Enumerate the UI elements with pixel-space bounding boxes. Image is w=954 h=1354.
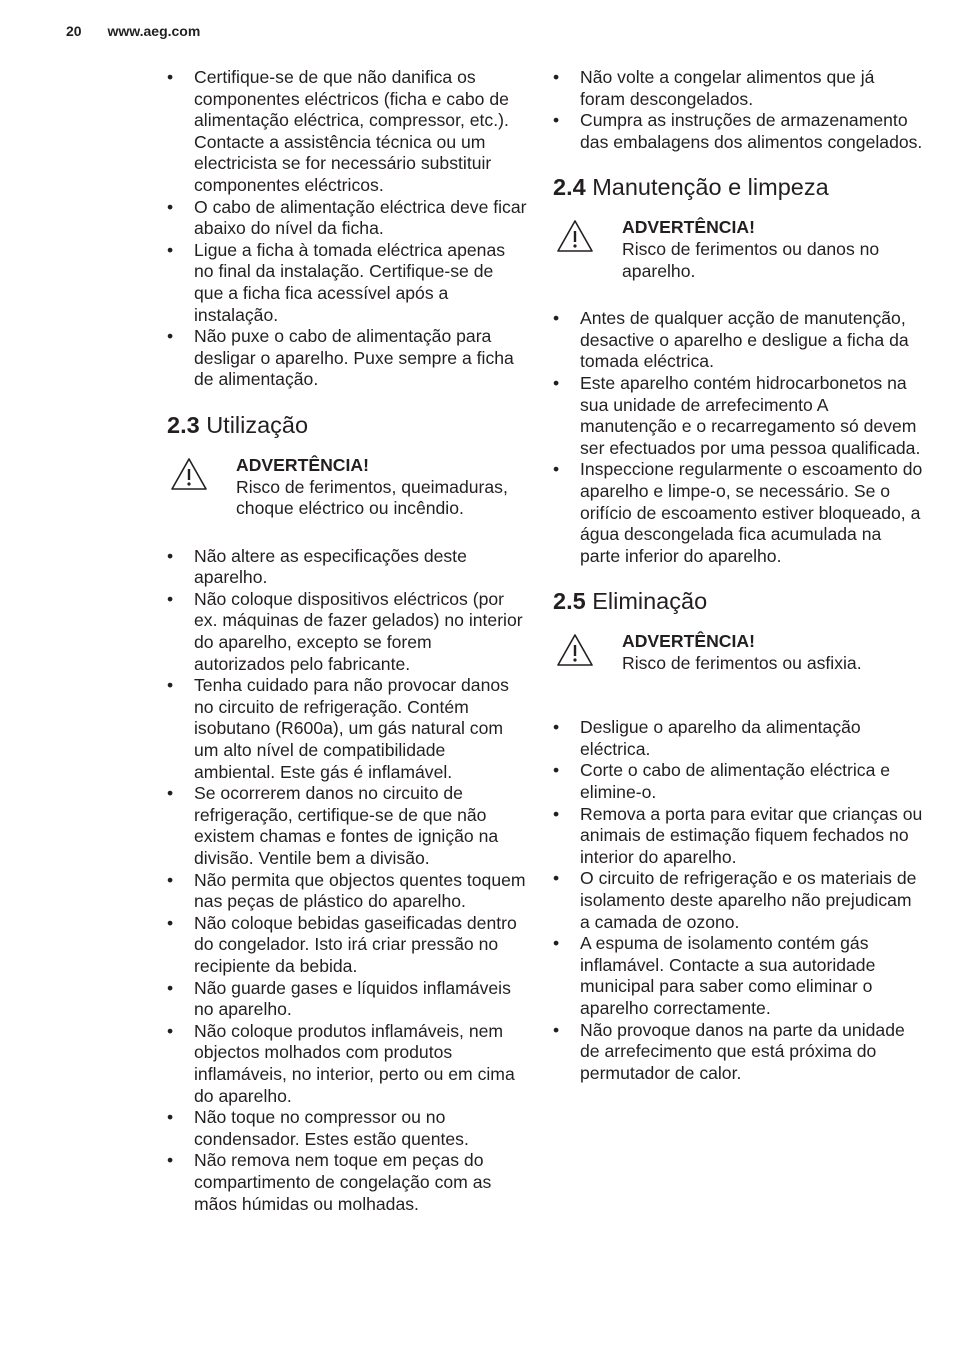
warning-text: Risco de ferimentos ou danos no aparelho. (622, 238, 880, 281)
usage-list (167, 546, 527, 1215)
list-item: • Certifique-se de que não danifica os componentes eléctricos (ficha e cabo de alimentação eléctrica, compressor, etc.). Contacte a assistência técnica ou um electricista se for necessário substituir componentes eléctricos. (167, 67, 509, 195)
maintenance-list (553, 308, 923, 567)
warning-box (553, 217, 923, 282)
list-item: • Inspeccione regularmente o escoamento do aparelho e limpe-o, se necessário. Se o orifício de escoamento estiver bloqueado, a água descongelada fica acumulada na parte inferior do aparelho. (553, 459, 923, 566)
left-column (167, 67, 527, 1215)
list-item: • Não coloque bebidas gaseificadas dentro do congelador. Isto irá criar pressão no recipiente da bebida. (167, 912, 517, 976)
freezing-list (553, 67, 923, 153)
page-header (66, 23, 200, 39)
warning-box (553, 631, 923, 691)
warning-title: ADVERTÊNCIA! (236, 454, 369, 475)
section-heading-2-3: 2.3 Utilização (167, 411, 309, 438)
website-url: www.aeg.com (107, 23, 201, 39)
list-item: • Desligue o aparelho da alimentação eléctrica. (553, 717, 861, 759)
list-item: • Não guarde gases e líquidos inflamáveis no aparelho. (167, 977, 511, 1020)
disposal-list (553, 717, 923, 1084)
warning-icon (556, 633, 594, 667)
list-item: • Não coloque dispositivos eléctricos (por ex. máquinas de fazer gelados) no interior do aparelho, excepto se forem autorizados pelo fabricante. (167, 588, 523, 674)
list-item: • Não toque no compressor ou no condensador. Estes estão quentes. (167, 1107, 469, 1149)
list-item: • Não altere as especificações deste aparelho. (167, 545, 467, 588)
warning-icon (170, 457, 208, 491)
list-item: • Não volte a congelar alimentos que já foram descongelados. (553, 67, 875, 109)
list-item: • A espuma de isolamento contém gás inflamável. Contacte a sua autoridade municipal para saber como eliminar o aparelho correctamente. (553, 933, 876, 1018)
warning-text: Risco de ferimentos, queimaduras, choque eléctrico ou incêndio. (236, 476, 508, 519)
list-item: • Não provoque danos na parte da unidade de arrefecimento que está próxima do permutador de calor. (553, 1019, 905, 1083)
list-item: • Corte o cabo de alimentação eléctrica e elimine-o. (553, 760, 891, 803)
list-item: • O cabo de alimentação eléctrica deve ficar abaixo do nível da ficha. (167, 196, 527, 239)
list-item: • Ligue a ficha à tomada eléctrica apenas no final da instalação. Certifique-se de que a ficha fica acessível após a instalação. (167, 239, 506, 325)
warning-box (167, 455, 527, 520)
warning-icon (556, 219, 594, 253)
list-item: • Este aparelho contém hidrocarbonetos na sua unidade de arrefecimento A manutenção e o recarregamento só devem ser efectuados por uma pessoa qualificada. (553, 372, 921, 458)
list-item: • Não puxe o cabo de alimentação para desligar o aparelho. Puxe sempre a ficha de alimentação. (167, 326, 514, 390)
list-item: • Não coloque produtos inflamáveis, nem objectos molhados com produtos inflamáveis, no interior, perto ou em cima do aparelho. (167, 1020, 515, 1106)
list-item: • Remova a porta para evitar que crianças ou animais de estimação fiquem fechados no interior do aparelho. (553, 803, 923, 867)
list-item: • Antes de qualquer acção de manutenção, desactive o aparelho e desligue a ficha da tomada eléctrica. (553, 308, 909, 372)
installation-list (167, 67, 527, 391)
list-item: • Se ocorrerem danos no circuito de refrigeração, certifique-se de que não existem chamas e fontes de ignição na divisão. Ventile bem a divisão. (167, 783, 499, 868)
page-number: 20 (66, 23, 82, 39)
warning-title: ADVERTÊNCIA! (622, 631, 755, 652)
list-item: • Cumpra as instruções de armazenamento das embalagens dos alimentos congelados. (553, 110, 923, 152)
warning-text: Risco de ferimentos ou asfixia. (622, 652, 862, 673)
section-heading-2-4: 2.4 Manutenção e limpeza (553, 174, 829, 201)
list-item: • Tenha cuidado para não provocar danos no circuito de refrigeração. Contém isobutano (R600a), um gás natural com um alto nível de compatibilidade ambiental. Este gás é inflamável. (167, 675, 509, 782)
list-item: • Não remova nem toque em peças do compartimento de congelação com as mãos húmidas ou molhadas. (167, 1150, 492, 1214)
list-item: • O circuito de refrigeração e os materiais de isolamento deste aparelho não prejudicam a camada de ozono. (553, 868, 917, 932)
warning-title: ADVERTÊNCIA! (622, 217, 755, 238)
section-heading-2-5: 2.5 Eliminação (553, 588, 708, 615)
list-item: • Não permita que objectos quentes toquem nas peças de plástico do aparelho. (167, 869, 526, 912)
right-column (553, 67, 923, 1084)
